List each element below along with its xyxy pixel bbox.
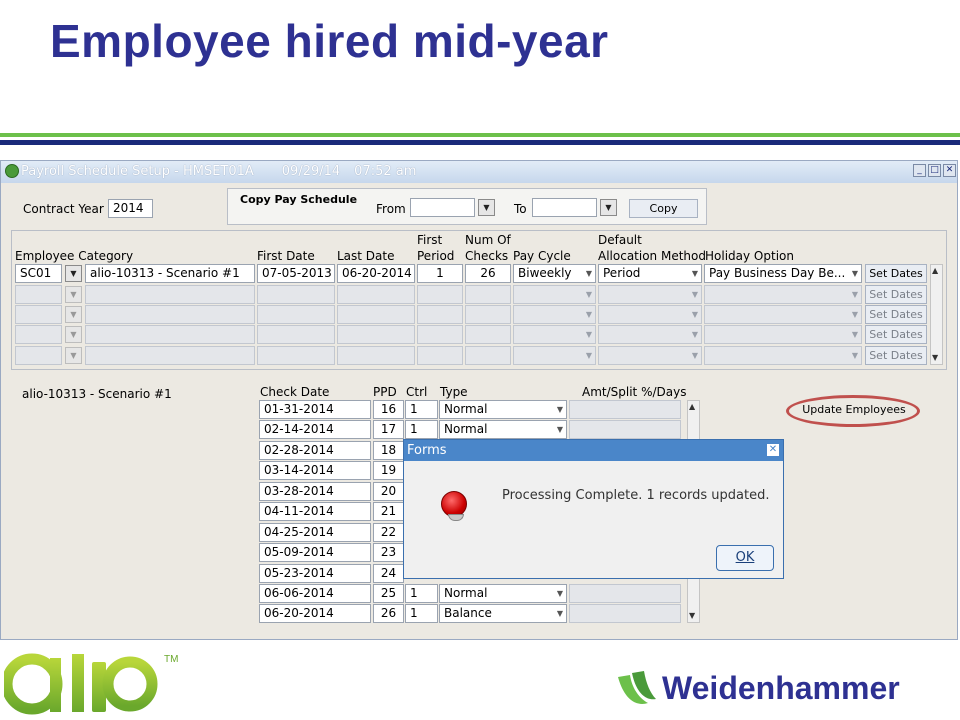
holiday-option-select[interactable] [704, 285, 862, 304]
chevron-down-icon: ▼ [851, 269, 858, 278]
scroll-up-icon[interactable]: ▲ [689, 402, 696, 411]
ppd-field[interactable]: 17 [373, 420, 404, 439]
last-date-input[interactable]: 06-20-2014 [337, 264, 415, 283]
chevron-down-icon: ▼ [556, 405, 563, 414]
ppd-field[interactable]: 16 [373, 400, 404, 419]
category-lov-icon[interactable]: ▼ [65, 347, 82, 364]
col-pay-cycle: Pay Cycle [513, 249, 571, 263]
chevron-down-icon: ▼ [556, 589, 563, 598]
check-date-field[interactable]: 06-20-2014 [259, 604, 371, 623]
pay-cycle-select[interactable] [513, 346, 596, 365]
ctrl-field[interactable]: 1 [405, 584, 438, 603]
first-period-input[interactable] [417, 325, 463, 344]
pay-cycle-select[interactable] [513, 264, 596, 283]
category-desc-field[interactable] [85, 305, 255, 324]
amt-split-field[interactable] [569, 420, 681, 439]
copy-to-label: To [514, 202, 527, 216]
check-date-field[interactable]: 03-14-2014 [259, 461, 371, 480]
dialog-title: Forms [404, 440, 783, 461]
category-code-input[interactable] [15, 285, 62, 304]
pay-cycle-select[interactable] [513, 285, 596, 304]
alio-tm: TM [164, 654, 179, 665]
num-checks-input[interactable] [465, 305, 511, 324]
copy-pay-schedule-title: Copy Pay Schedule [240, 193, 358, 206]
first-date-input[interactable] [257, 346, 335, 365]
col-ctrl: Ctrl [406, 385, 428, 399]
set-dates-button[interactable]: Set Dates [865, 325, 927, 344]
copy-from-input[interactable] [410, 198, 475, 217]
dialog-close-icon[interactable]: ✕ [768, 444, 778, 455]
allocation-method-select[interactable] [598, 325, 702, 344]
category-lov-icon[interactable]: ▼ [65, 286, 82, 303]
ppd-field[interactable]: 22 [373, 523, 404, 542]
navy-divider [0, 140, 960, 145]
first-date-input[interactable] [257, 305, 335, 324]
num-checks-input[interactable]: 26 [465, 264, 511, 283]
pay-cycle-select[interactable] [513, 325, 596, 344]
contract-year-label: Contract Year [23, 202, 104, 216]
col-last-date: Last Date [337, 249, 395, 263]
last-date-input[interactable] [337, 325, 415, 344]
num-checks-input[interactable] [465, 325, 511, 344]
contract-year-input[interactable]: 2014 [108, 199, 153, 218]
ctrl-field[interactable]: 1 [405, 604, 438, 623]
alio-logo [4, 640, 184, 718]
col-employee-category: Employee Category [15, 249, 134, 263]
ctrl-field[interactable]: 1 [405, 400, 438, 419]
last-date-input[interactable] [337, 346, 415, 365]
green-divider [0, 133, 960, 137]
first-period-input[interactable] [417, 305, 463, 324]
last-date-input[interactable] [337, 305, 415, 324]
chevron-down-icon: ▼ [691, 310, 698, 319]
first-period-input[interactable] [417, 285, 463, 304]
window-titlebar [1, 161, 957, 183]
check-date-field[interactable]: 04-25-2014 [259, 523, 371, 542]
ppd-field[interactable]: 25 [373, 584, 404, 603]
window-date: 09/29/14 [281, 164, 341, 179]
minimize-icon[interactable]: _ [913, 164, 926, 177]
check-date-field[interactable]: 02-14-2014 [259, 420, 371, 439]
allocation-method-select[interactable] [598, 285, 702, 304]
col-amt-split: Amt/Split %/Days [582, 385, 687, 399]
num-checks-input[interactable] [465, 285, 511, 304]
weidenhammer-wordmark: Weidenhammer [662, 670, 900, 706]
col-num-checks-2: Checks [465, 249, 509, 263]
set-dates-button[interactable]: Set Dates [865, 264, 927, 283]
category-desc-field[interactable]: alio-10313 - Scenario #1 [85, 264, 255, 283]
first-date-input[interactable] [257, 285, 335, 304]
dialog-message: Processing Complete. 1 records updated. [502, 488, 770, 503]
ppd-field[interactable]: 21 [373, 502, 404, 521]
holiday-option-select[interactable] [704, 325, 862, 344]
col-first-date: First Date [257, 249, 315, 263]
chevron-down-icon: ▼ [851, 310, 858, 319]
copy-to-input[interactable] [532, 198, 597, 217]
chevron-down-icon: ▼ [691, 290, 698, 299]
ppd-field[interactable]: 20 [373, 482, 404, 501]
check-date-field[interactable]: 06-06-2014 [259, 584, 371, 603]
close-icon[interactable]: ✕ [943, 164, 956, 177]
category-desc-field[interactable] [85, 346, 255, 365]
highlight-oval [786, 395, 920, 427]
chevron-down-icon: ▼ [585, 269, 592, 278]
chevron-down-icon: ▼ [556, 425, 563, 434]
first-period-input[interactable]: 1 [417, 264, 463, 283]
check-date-field[interactable]: 04-11-2014 [259, 502, 371, 521]
ppd-field[interactable]: 23 [373, 543, 404, 562]
last-date-input[interactable] [337, 285, 415, 304]
ctrl-field[interactable]: 1 [405, 420, 438, 439]
forms-dialog [403, 439, 784, 579]
ok-button[interactable] [716, 545, 774, 571]
ppd-field[interactable]: 19 [373, 461, 404, 480]
amt-split-field[interactable] [569, 604, 681, 623]
chevron-down-icon: ▼ [691, 351, 698, 360]
type-select[interactable] [439, 420, 567, 439]
to-dropdown-icon[interactable]: ▼ [600, 199, 617, 216]
amt-split-field[interactable] [569, 584, 681, 603]
pay-cycle-value: Biweekly [518, 266, 572, 280]
category-code-input[interactable] [15, 325, 62, 344]
allocation-value: Period [603, 266, 641, 280]
first-date-input[interactable]: 07-05-2013 [257, 264, 335, 283]
col-alloc-1: Default [598, 233, 642, 247]
holiday-option-select[interactable] [704, 305, 862, 324]
chevron-down-icon: ▼ [585, 290, 592, 299]
chevron-down-icon: ▼ [851, 290, 858, 299]
col-holiday-option: Holiday Option [705, 249, 794, 263]
type-value: Normal [444, 422, 488, 436]
col-type: Type [440, 385, 468, 399]
set-dates-button[interactable]: Set Dates [865, 346, 927, 365]
chevron-down-icon: ▼ [585, 330, 592, 339]
type-select[interactable] [439, 604, 567, 623]
category-code-input[interactable]: SC01 [15, 264, 62, 283]
first-date-input[interactable] [257, 325, 335, 344]
category-desc-field[interactable] [85, 325, 255, 344]
ppd-field[interactable]: 26 [373, 604, 404, 623]
scroll-down-icon[interactable]: ▼ [689, 611, 696, 620]
copy-from-label: From [376, 202, 406, 216]
type-select[interactable] [439, 584, 567, 603]
set-dates-button[interactable]: Set Dates [865, 305, 927, 324]
type-select[interactable] [439, 400, 567, 419]
update-employees-button[interactable]: Update Employees [802, 403, 906, 416]
chevron-down-icon: ▼ [585, 310, 592, 319]
col-first-period-2: Period [417, 249, 455, 263]
weidenhammer-logo [610, 655, 930, 715]
holiday-value: Pay Business Day Be... [709, 266, 846, 280]
type-value: Normal [444, 402, 488, 416]
scroll-down-icon[interactable]: ▼ [932, 353, 939, 362]
category-code-input[interactable] [15, 305, 62, 324]
pay-cycle-select[interactable] [513, 305, 596, 324]
window-time: 07:52 am [354, 164, 417, 179]
chevron-down-icon: ▼ [585, 351, 592, 360]
copy-button[interactable]: Copy [629, 199, 698, 218]
maximize-icon[interactable]: □ [928, 164, 941, 177]
category-code-input[interactable] [15, 346, 62, 365]
check-date-field[interactable]: 01-31-2014 [259, 400, 371, 419]
scroll-up-icon[interactable]: ▲ [932, 266, 939, 275]
chevron-down-icon: ▼ [556, 609, 563, 618]
from-dropdown-icon[interactable]: ▼ [478, 199, 495, 216]
ppd-field[interactable]: 24 [373, 564, 404, 583]
window-title: Payroll Schedule Setup - HMSET01A 09/29/14 07:52 am [21, 164, 417, 179]
alarm-bell-icon [441, 491, 467, 517]
oracle-forms-icon [5, 164, 19, 178]
col-ppd: PPD [373, 385, 397, 399]
col-check-date: Check Date [260, 385, 330, 399]
category-scrollbar[interactable] [930, 264, 943, 365]
type-value: Balance [444, 606, 492, 620]
col-alloc-2: Allocation Method [598, 249, 706, 263]
holiday-option-select[interactable] [704, 346, 862, 365]
category-desc-field[interactable] [85, 285, 255, 304]
col-num-checks-1: Num Of [465, 233, 511, 247]
amt-split-field[interactable] [569, 400, 681, 419]
num-checks-input[interactable] [465, 346, 511, 365]
allocation-method-select[interactable] [598, 305, 702, 324]
check-date-field[interactable]: 05-23-2014 [259, 564, 371, 583]
allocation-method-select[interactable] [598, 264, 702, 283]
chevron-down-icon: ▼ [851, 330, 858, 339]
type-value: Normal [444, 586, 488, 600]
category-lov-icon[interactable]: ▼ [65, 326, 82, 343]
ppd-field[interactable]: 18 [373, 441, 404, 460]
first-period-input[interactable] [417, 346, 463, 365]
set-dates-button[interactable]: Set Dates [865, 285, 927, 304]
check-date-field[interactable]: 05-09-2014 [259, 543, 371, 562]
col-first-period-1: First [417, 233, 443, 247]
chevron-down-icon: ▼ [691, 330, 698, 339]
chevron-down-icon: ▼ [691, 269, 698, 278]
holiday-option-select[interactable] [704, 264, 862, 283]
category-lov-icon[interactable]: ▼ [65, 265, 82, 282]
allocation-method-select[interactable] [598, 346, 702, 365]
scenario-label: alio-10313 - Scenario #1 [22, 387, 172, 401]
category-lov-icon[interactable]: ▼ [65, 306, 82, 323]
ok-label: OK [735, 550, 755, 565]
check-date-field[interactable]: 02-28-2014 [259, 441, 371, 460]
chevron-down-icon: ▼ [851, 351, 858, 360]
slide-title: Employee hired mid-year [50, 15, 609, 67]
check-date-field[interactable]: 03-28-2014 [259, 482, 371, 501]
